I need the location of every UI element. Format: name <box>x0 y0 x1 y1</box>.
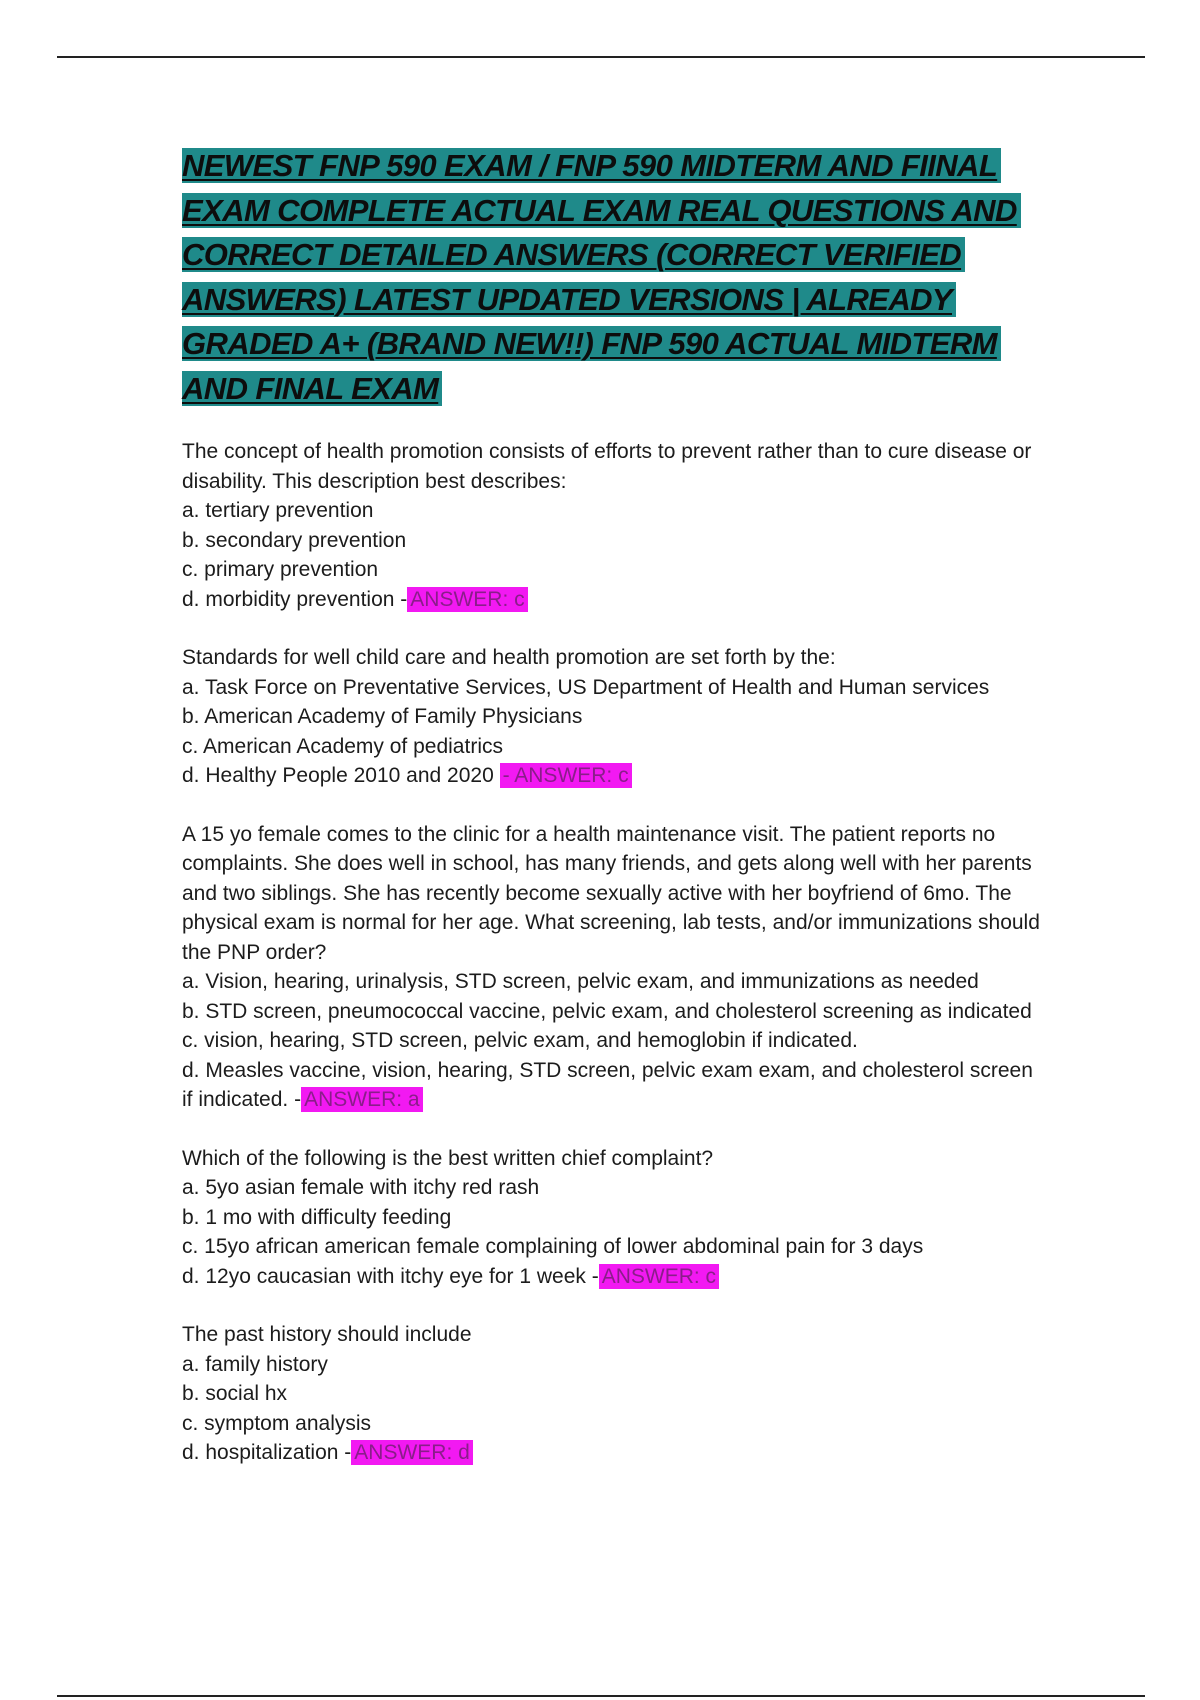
top-rule <box>57 56 1145 58</box>
document-title <box>182 144 1042 411</box>
answer-highlight: ANSWER: c <box>407 587 527 612</box>
question-stem: A 15 yo female comes to the clinic for a health maintenance visit. The patient reports no complaints. She does well in school, has many friends, and gets along well with her parents and two siblings. She has recently become sexually active with her boyfriend of 6mo. The physical exam is normal for her age. What screening, lab tests, and/or immunizations should the PNP order? <box>182 822 1040 964</box>
option-a: a. family history <box>182 1352 328 1376</box>
option-b: b. American Academy of Family Physicians <box>182 705 583 728</box>
option-c: c. vision, hearing, STD screen, pelvic exam, and hemoglobin if indicated. <box>182 1029 858 1052</box>
answer-highlight: - ANSWER: c <box>500 763 632 788</box>
question-1 <box>182 437 1042 614</box>
question-2 <box>182 643 1042 791</box>
question-stem: Which of the following is the best written chief complaint? <box>182 1146 714 1170</box>
option-b: b. STD screen, pneumococcal vaccine, pelvic exam, and cholesterol screening as indicated <box>182 999 1032 1023</box>
question-4 <box>182 1144 1042 1292</box>
option-d-text: d. 12yo caucasian with itchy eye for 1 week - <box>182 1264 599 1288</box>
option-d <box>182 1056 1042 1115</box>
answer-highlight: ANSWER: a <box>301 1087 423 1112</box>
question-stem: The past history should include <box>182 1323 472 1346</box>
document-title-text: NEWEST FNP 590 EXAM / FNP 590 MIDTERM AND FIINAL EXAM COMPLETE ACTUAL EXAM REAL QUESTIONS AND CORRECT DETAILED ANSWERS (CORRECT VERIFIED ANSWERS) LATEST UPDATED VERSIONS | ALREADY GRADED A+ (BRAND NEW!!) FNP 590 ACTUAL MIDTERM AND FINAL EXAM <box>182 148 1021 406</box>
option-c: c. symptom analysis <box>182 1411 372 1435</box>
option-d-text: d. Measles vaccine, vision, hearing, STD screen, pelvic exam exam, and cholesterol screen if indicated. - <box>182 1058 1033 1111</box>
option-c: c. 15yo african american female complaining of lower abdominal pain for 3 days <box>182 1235 924 1258</box>
option-a: a. Task Force on Preventative Services, US Department of Health and Human services <box>182 675 990 699</box>
option-a: a. Vision, hearing, urinalysis, STD screen, pelvic exam, and immunizations as needed <box>182 970 979 993</box>
question-stem: Standards for well child care and health promotion are set forth by the: <box>182 646 836 669</box>
option-c: c. primary prevention <box>182 558 379 581</box>
option-d <box>182 1262 1042 1292</box>
option-d <box>182 1438 1042 1468</box>
bottom-rule <box>57 1695 1145 1697</box>
option-a: a. 5yo asian female with itchy red rash <box>182 1176 540 1199</box>
option-a: a. tertiary prevention <box>182 499 374 522</box>
question-stem: The concept of health promotion consists of efforts to prevent rather than to cure disease or disability. This description best describes: <box>182 440 1032 493</box>
option-d-text: d. hospitalization - <box>182 1441 352 1464</box>
option-d-text: d. Healthy People 2010 and 2020 <box>182 764 494 787</box>
option-d-text: d. morbidity prevention - <box>182 587 408 611</box>
option-b: b. secondary prevention <box>182 528 407 552</box>
option-b: b. 1 mo with difficulty feeding <box>182 1205 452 1229</box>
option-b: b. social hx <box>182 1382 288 1405</box>
document-body <box>182 144 1042 1497</box>
answer-highlight: ANSWER: d <box>351 1440 473 1465</box>
question-5 <box>182 1320 1042 1468</box>
option-c: c. American Academy of pediatrics <box>182 734 503 758</box>
question-3 <box>182 820 1042 1115</box>
answer-highlight: ANSWER: c <box>599 1264 719 1289</box>
option-d <box>182 761 1042 791</box>
option-d <box>182 585 1042 615</box>
